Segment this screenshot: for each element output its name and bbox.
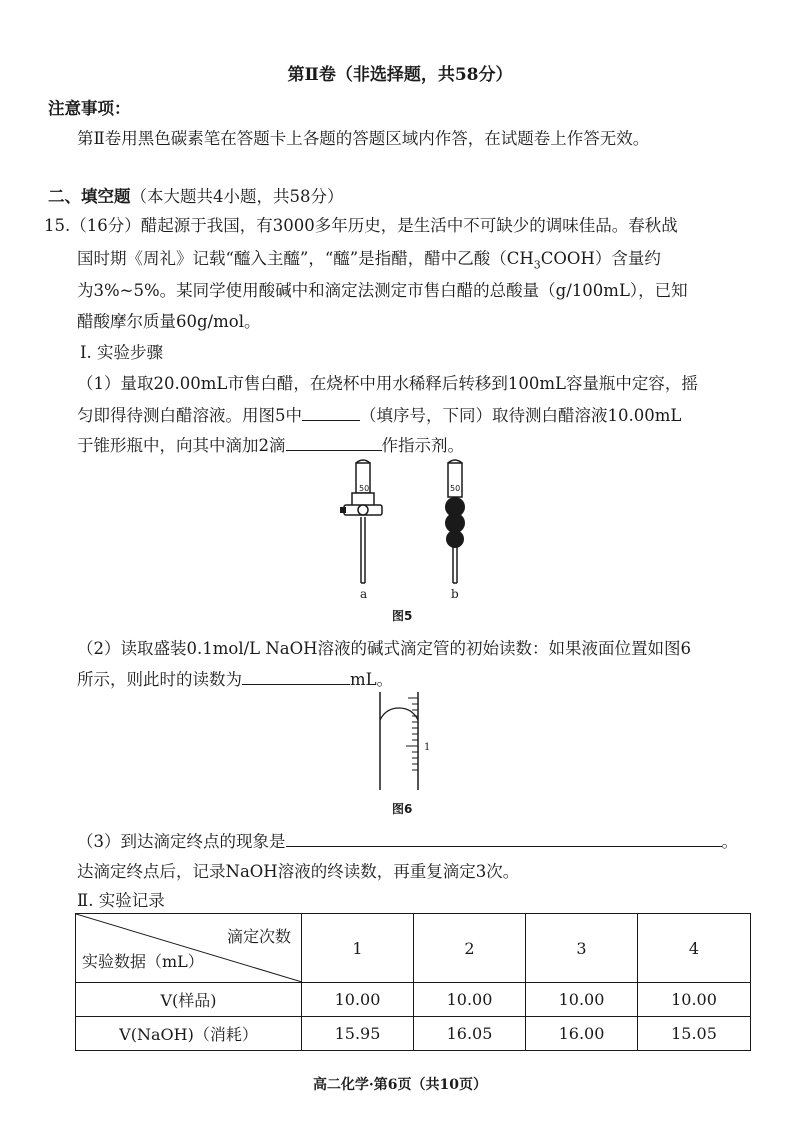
table-cell: 16.05 [414,1017,526,1051]
table-corner-top: 滴定次数 [226,927,291,946]
q15-number: 15. [44,216,71,235]
burette-a-label: a [360,587,368,601]
table-header-row [76,914,751,983]
figure5-caption: 图5 [392,609,413,623]
answer-blank-reading[interactable] [242,666,350,685]
step2-line2 [77,666,393,690]
table-cell: 10.00 [638,983,751,1017]
step3-line1 [77,828,738,852]
table-cell: 15.05 [638,1017,751,1051]
part2-record-heading: Ⅱ. 实验记录 [77,891,165,910]
step1-line1: （1）量取20.00mL市售白醋，在烧杯中用水稀释后转移到100mL容量瓶中定容，摇 [77,374,698,393]
answer-blank-indicator[interactable] [286,432,382,451]
table-row-label: V(NaOH)（消耗） [76,1017,302,1051]
table-cell: 10.00 [526,983,638,1017]
step2-line2b: mL。 [350,670,394,689]
titration-record-table [75,913,751,1051]
part2-heading-label: 二、填空题 [48,187,131,206]
table-row [76,1017,751,1051]
figure5-burettes [330,455,490,605]
page-footer: 高二化学·第6页（共10页） [312,1077,488,1093]
table-col-header: 4 [638,914,751,983]
figure6-caption: 图6 [392,802,413,816]
q15-intro-line2-end: COOH）含量约 [540,249,661,268]
q15-subscript-3: 3 [533,258,541,272]
table-col-header: 1 [302,914,414,983]
part1-heading: Ⅰ. 实验步骤 [80,343,164,362]
step3-line1a: （3）到达滴定终点的现象是 [77,832,286,851]
step2-line1: （2）读取盛装0.1mol/L NaOH溶液的碱式滴定管的初始读数：如果液面位置如图6 [77,639,692,658]
part2-heading [48,183,344,207]
burette-a-icon [340,460,382,583]
step1-line3b: 作指示剂。 [381,436,464,455]
step2-line2a: 所示，则此时的读数为 [77,670,242,689]
table-cell: 10.00 [302,983,414,1017]
table-col-header: 2 [414,914,526,983]
burette-b-icon [445,460,465,583]
figure6-liquid-level [372,690,442,795]
q15-intro-line2-text: 国时期《周礼》记载“醯入主醯”，“醯”是指醋，醋中乙酸（CH [77,249,534,268]
step1-line2 [77,402,681,426]
table-row [76,983,751,1017]
step3-line1b: 。 [721,832,738,851]
q15-intro-line4: 醋酸摩尔质量60g/mol。 [77,312,261,331]
burette-b-label: b [451,587,459,601]
table-cell: 10.00 [414,983,526,1017]
step1-line3 [77,432,464,456]
step1-line3a: 于锥形瓶中，向其中滴加2滴 [77,436,286,455]
q15-intro-line2 [77,245,661,271]
step1-line2a: 匀即得待测白醋溶液。用图5中 [77,406,302,425]
answer-blank-endpoint[interactable] [286,828,722,847]
q15-intro-line3: 为3%~5%。某同学使用酸碱中和滴定法测定市售白醋的总酸量（g/100mL），已知 [77,281,688,300]
table-corner-cell [76,914,302,983]
table-row-label: V(样品) [76,983,302,1017]
figure6-scale-label: 1 [424,742,431,753]
table-cell: 16.00 [526,1017,638,1051]
section-title: 第Ⅱ卷（非选择题，共58分） [287,65,513,85]
table-col-header: 3 [526,914,638,983]
step1-line2b: （填序号，下同）取待测白醋溶液10.00mL [360,406,682,425]
q15-line1 [44,212,678,236]
q15-intro-line1: （16分）醋起源于我国，有3000多年历史，是生活中不可缺少的调味佳品。春秋战 [70,216,678,235]
part2-heading-detail: （本大题共4小题，共58分） [130,187,344,206]
step3-line2: 达滴定终点后，记录NaOH溶液的终读数，再重复滴定3次。 [77,862,520,881]
notice-text: 第Ⅱ卷用黑色碳素笔在答题卡上各题的答题区域内作答，在试题卷上作答无效。 [77,129,650,148]
notice-heading: 注意事项： [48,99,131,118]
burette-a-scale: 50 [359,484,370,493]
burette-b-scale: 50 [450,484,461,493]
answer-blank-fig5-choice[interactable] [302,402,360,421]
table-cell: 15.95 [302,1017,414,1051]
table-corner-bottom: 实验数据（mL） [82,952,204,971]
